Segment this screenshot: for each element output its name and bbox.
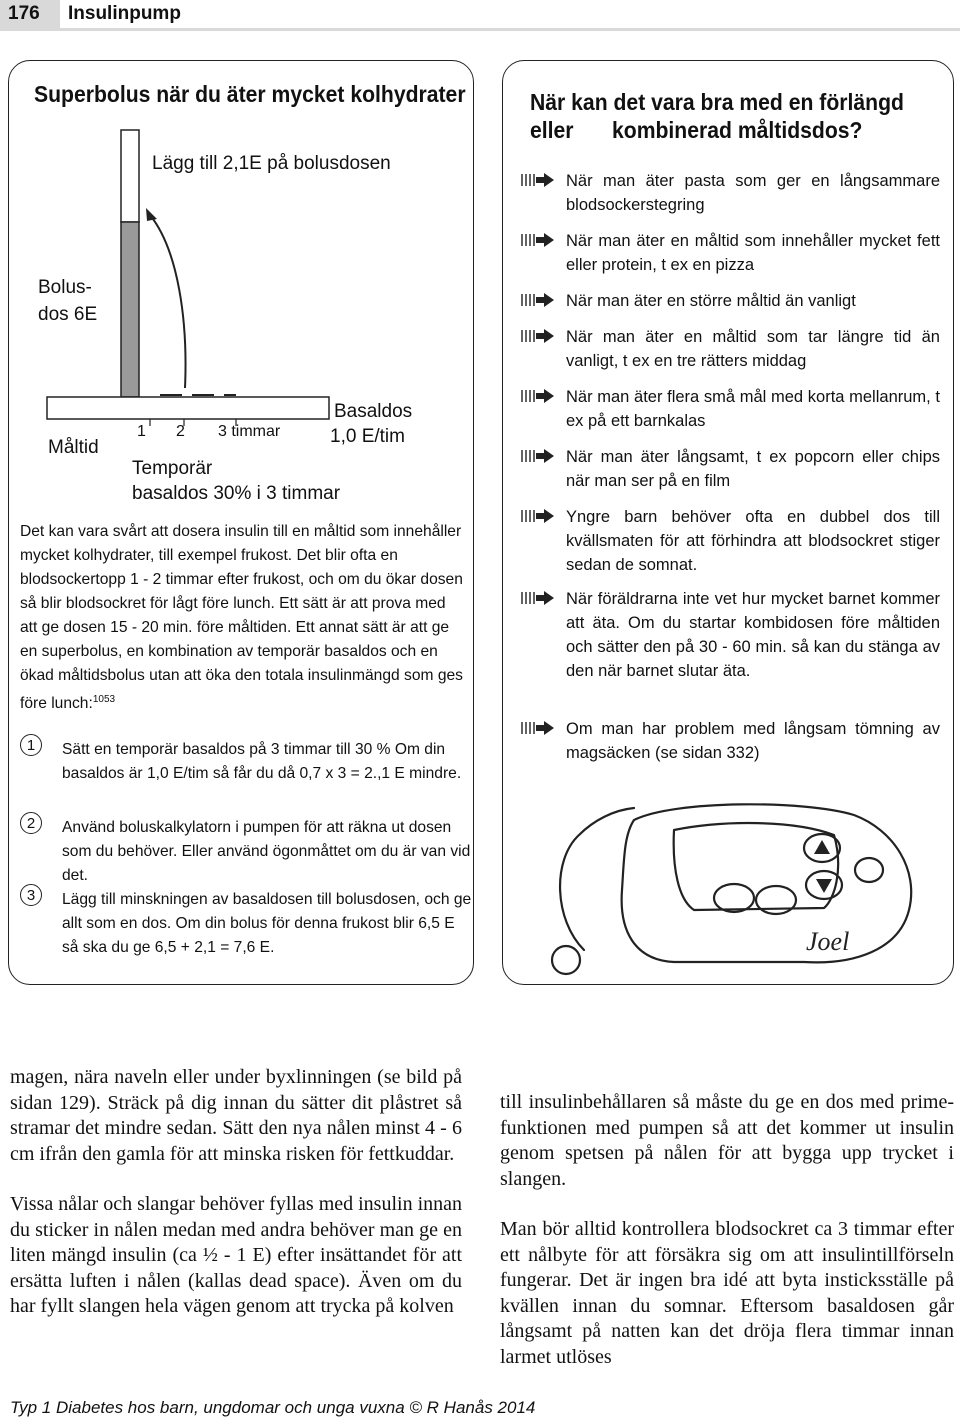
- step-text: Lägg till minskningen av basaldosen till bolusdosen, och ge allt som en dos. Om din bolus för denna frukost blir 6,5 E så ska du ge 6,5 + 2,1 = 7,6 E.: [62, 891, 472, 956]
- list-item-text: Yngre barn behöver ofta en dubbel dos till kvällsmaten för att förhindra att blodsockret stiger sedan de somnat.: [566, 508, 940, 574]
- list-item-text: När man äter en måltid som innehåller mycket fett eller protein, t ex en pizza: [566, 232, 940, 274]
- body-left-column: [10, 1065, 462, 1320]
- temp-basal-label-2: basaldos 30% i 3 timmar: [132, 483, 341, 504]
- superbolus-intro: [20, 520, 466, 716]
- header-rule: [0, 28, 960, 31]
- body-paragraph: Vissa nålar och slangar behöver fyllas med insulin innan du sticker in nålen medan med andra behöver man ge en liten mängd insulin (ca ½ - 1 E) efter insättandet för att ersätta luften i nålen (kallas dead space). Även om du har fyllt slangen hela vägen genom att trycka på kolven: [10, 1193, 463, 1317]
- arrow-bullet-icon: [520, 293, 554, 307]
- arrow-bullet-icon: [520, 591, 554, 605]
- body-paragraph: magen, nära naveln eller under byxlinningen (se bild på sidan 129). Sträck på dig innan du sätter dit plåstret så stramar det mindre sedan. Sätt den nya nålen minst 4 - 6 cm ifrån den gamla för att minska risken för fettkuddar.: [10, 1066, 462, 1165]
- page-number: 176: [0, 0, 60, 28]
- step-number: 3: [20, 884, 42, 906]
- arrow-bullet-icon: [520, 233, 554, 247]
- list-item-text: När man äter pasta som ger en långsammare blodsockerstegring: [566, 172, 940, 214]
- basal-label-1: Basaldos: [334, 401, 413, 422]
- bolus-label-2: dos 6E: [38, 304, 98, 325]
- intro-reference: 1053: [92, 694, 116, 705]
- hour-1-label: 1: [137, 423, 146, 440]
- add-arrow-head: [146, 208, 157, 221]
- page-footer: Typ 1 Diabetes hos barn, ungdomar och unga vuxna © R Hanås 2014: [10, 1398, 536, 1417]
- step-number: 2: [20, 812, 42, 834]
- section-title: Insulinpump: [68, 3, 181, 24]
- add-arrow: [150, 215, 186, 388]
- list-item-text: Om man har problem med långsam tömning av magsäcken (se sidan 332): [566, 720, 940, 762]
- body-paragraph: Man bör alltid kontrollera blodsockret ca 3 timmar efter ett nålbyte för att försäkra sig om att insulintillförseln fungerar. Det är ingen bra idé att byta insticksställe på kvällen innan du somnar. Eftersom basaldosen går långsamt på natten kan det dröja flera timmar innan larmet utlöses: [500, 1218, 954, 1368]
- extended-bolus-title-2: kombinerad måltidsdos?: [612, 117, 863, 143]
- list-item-text: När man äter en måltid som tar längre tid än vanligt, t ex en tre rätters middag: [566, 328, 940, 370]
- intro-text: Det kan vara svårt att dosera insulin till en måltid som innehåller mycket kolhydrater, till exempel frukost. Det blir ofta en blodsockertopp 1 - 2 timmar efter frukost, och om du ökar dosen så blir blodsockret för lågt före lunch. Ett sätt är att prova med att ge dosen 15 - 20 min. före måltiden. Ett annat sätt är att ge en superbolus, en kombination av temporär basaldos och en ökad måltidsbolus utan att öka den totala insulinmängd som ges före lunch:: [20, 523, 463, 713]
- basal-block: [47, 397, 329, 419]
- list-item-text: När man äter flera små mål med korta mellanrum, t ex på ett barnkalas: [566, 388, 940, 430]
- bolus-label-1: Bolus-: [38, 277, 92, 298]
- pump-label: Joel: [806, 927, 850, 956]
- arrow-bullet-icon: [520, 173, 554, 187]
- step-text: Använd boluskalkylatorn i pumpen för att räkna ut dosen som du behöver. Eller använd ögonmåttet om du är van vid det.: [62, 819, 471, 884]
- insulin-pump-drawing: [524, 790, 924, 980]
- arrow-bullet-icon: [520, 721, 554, 735]
- add-bolus-label: Lägg till 2,1E på bolusdosen: [152, 153, 391, 174]
- extended-bolus-title-1: När kan det vara bra med en förlängd eller: [530, 89, 904, 143]
- step-text: Sätt en temporär basaldos på 3 timmar till 30 % Om din basaldos är 1,0 E/tim så får du då 0,7 x 3 = 2.,1 E mindre.: [62, 741, 462, 782]
- pump-button-left: [714, 884, 754, 912]
- body-right-column: [500, 1090, 954, 1370]
- arrow-bullet-icon: [520, 329, 554, 343]
- arrow-bullet-icon: [520, 449, 554, 463]
- list-item-text: När man äter långsamt, t ex popcorn eller chips när man ser på en film: [566, 448, 940, 490]
- hour-3-label: 3 timmar: [218, 423, 281, 440]
- meal-label: Måltid: [48, 437, 99, 458]
- basal-label-2: 1,0 E/tim: [330, 426, 405, 447]
- bolus-bar: [121, 222, 139, 397]
- list-item-text: När föräldrarna inte vet hur mycket barnet kommer att äta. Om du startar kombidosen före måltiden och sätter den på 30 - 60 min. så kan du stänga av den när barnet slutar äta.: [566, 590, 940, 680]
- added-bolus-segment: [121, 130, 139, 222]
- superbolus-title: Superbolus när du äter mycket kolhydrater: [34, 81, 466, 107]
- hour-2-label: 2: [176, 423, 185, 440]
- page-header: [0, 0, 960, 32]
- temp-basal-label-1: Temporär: [132, 458, 213, 479]
- body-paragraph: till insulinbehållaren så måste du ge en dos med prime-funktionen med pumpen så att det kommer ut insulin genom spetsen på nålen för att bygga upp trycket i slangen.: [500, 1091, 954, 1190]
- infusion-set: [552, 946, 580, 974]
- step-number: 1: [20, 734, 42, 756]
- pump-button-side: [855, 858, 883, 882]
- pump-body: [622, 804, 912, 962]
- arrow-bullet-icon: [520, 509, 554, 523]
- arrow-bullet-icon: [520, 389, 554, 403]
- list-item-text: När man äter en större måltid än vanligt: [566, 292, 856, 310]
- pump-button-arrows: [814, 840, 832, 893]
